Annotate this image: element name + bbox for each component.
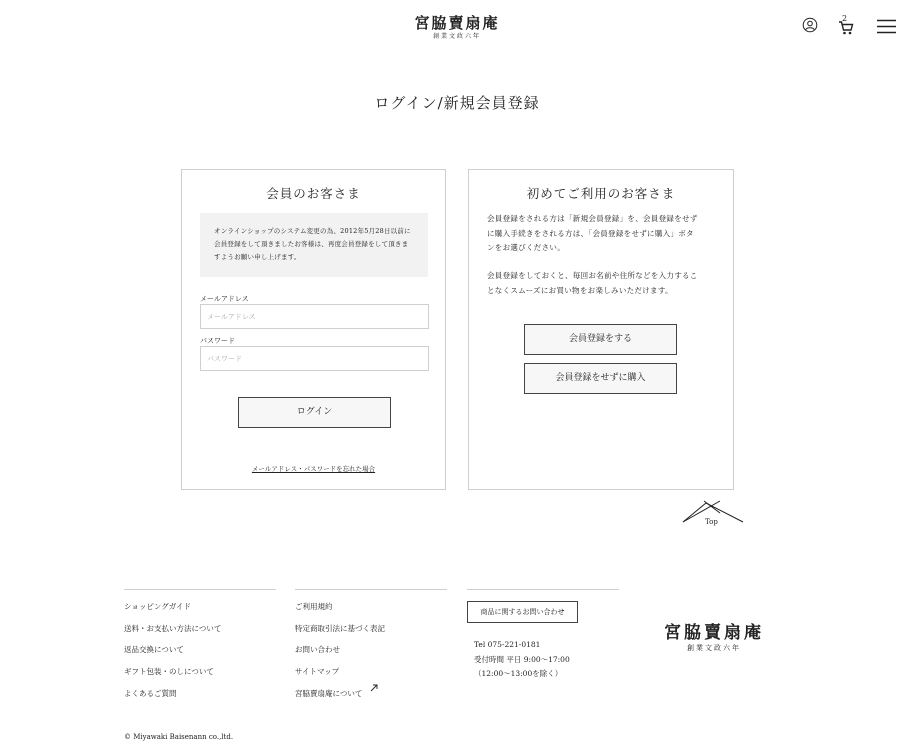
footer-logo[interactable] [658,624,770,652]
registration-info-line: に購入手続きをされる方は、「会員登録をせずに購入」ボタ [487,228,694,238]
footer-link-commerce-law[interactable]: 特定商取引法に基づく表記 [295,624,385,633]
footer-link-shopping-guide[interactable]: ショッピングガイド [124,602,191,611]
membership-benefit-line: となくスムーズにお買い物をお楽しみいただけます。 [487,285,673,295]
menu-icon[interactable] [877,19,896,34]
new-customer-panel [468,169,734,490]
footer-divider [295,589,447,590]
footer-link-faq[interactable]: よくあるご質問 [124,689,177,698]
external-link-icon [370,684,378,692]
new-customer-heading: 初めてご利用のお客さま [526,186,676,201]
contact-hours: 受付時間 平日 9:00～17:00 [474,655,570,664]
registration-info-text [487,212,719,256]
footer-divider [467,589,619,590]
system-change-notice: オンラインショップのシステム変更の為、2012年5月28日以前に会員登録をして頂きましたお客様は、再度会員登録をして頂きますようお願い申し上げます。 [200,213,428,277]
footer-link-returns[interactable]: 返品交換について [124,645,184,654]
registration-info-line: ンをお選びください。 [487,243,565,252]
logo-sub-text: 創業文政六年 [432,33,481,40]
footer-link-sitemap[interactable]: サイトマップ [295,667,340,676]
membership-benefit-line: 会員登録をしておくと、毎回お名前や住所などを入力するこ [487,271,698,280]
footer-link-contact[interactable]: お問い合わせ [295,645,340,654]
login-panel [181,169,446,490]
footer-logo-main-text: 宮脇賣扇庵 [664,623,764,643]
back-to-top-label[interactable]: Top [705,518,718,526]
footer-link-about[interactable]: 宮脇賣扇庵について [295,689,363,698]
page-title: ログイン/新規会員登録 [374,94,540,112]
footer-link-gift-wrapping[interactable]: ギフト包装・のしについて [124,667,214,676]
site-header [0,0,914,56]
logo-main-text: 宮脇賣扇庵 [414,14,500,32]
email-label: メールアドレス [200,295,249,303]
product-inquiry-button[interactable]: 商品に関するお問い合わせ [467,601,578,623]
footer-link-terms[interactable]: ご利用規約 [295,602,333,611]
membership-benefit-text [487,269,719,298]
copyright: © Miyawaki Baisenann co.,ltd. [124,733,234,741]
site-logo[interactable] [411,14,503,41]
password-input[interactable] [200,346,429,371]
cart-icon[interactable] [838,20,854,36]
footer-logo-sub-text: 創業文政六年 [687,644,741,652]
password-label: パスワード [200,337,235,345]
forgot-password-link[interactable]: メールアドレス・パスワードを忘れた場合 [251,465,376,473]
contact-tel: Tel 075-221-0181 [474,640,541,649]
registration-info-line: 会員登録をされる方は「新規会員登録」を、会員登録をせず [487,214,698,223]
cart-count-badge: 2 [842,14,848,23]
login-button[interactable]: ログイン [238,397,391,428]
login-heading: 会員のお客さま [266,186,361,201]
email-input[interactable] [200,304,429,329]
register-button[interactable]: 会員登録をする [524,324,677,355]
user-icon[interactable] [802,17,818,33]
footer-link-shipping-payment[interactable]: 送料・お支払い方法について [124,624,222,633]
footer-divider [124,589,276,590]
contact-hours-note: （12:00～13:00を除く） [474,669,563,678]
guest-checkout-button[interactable]: 会員登録をせずに購入 [524,363,677,394]
